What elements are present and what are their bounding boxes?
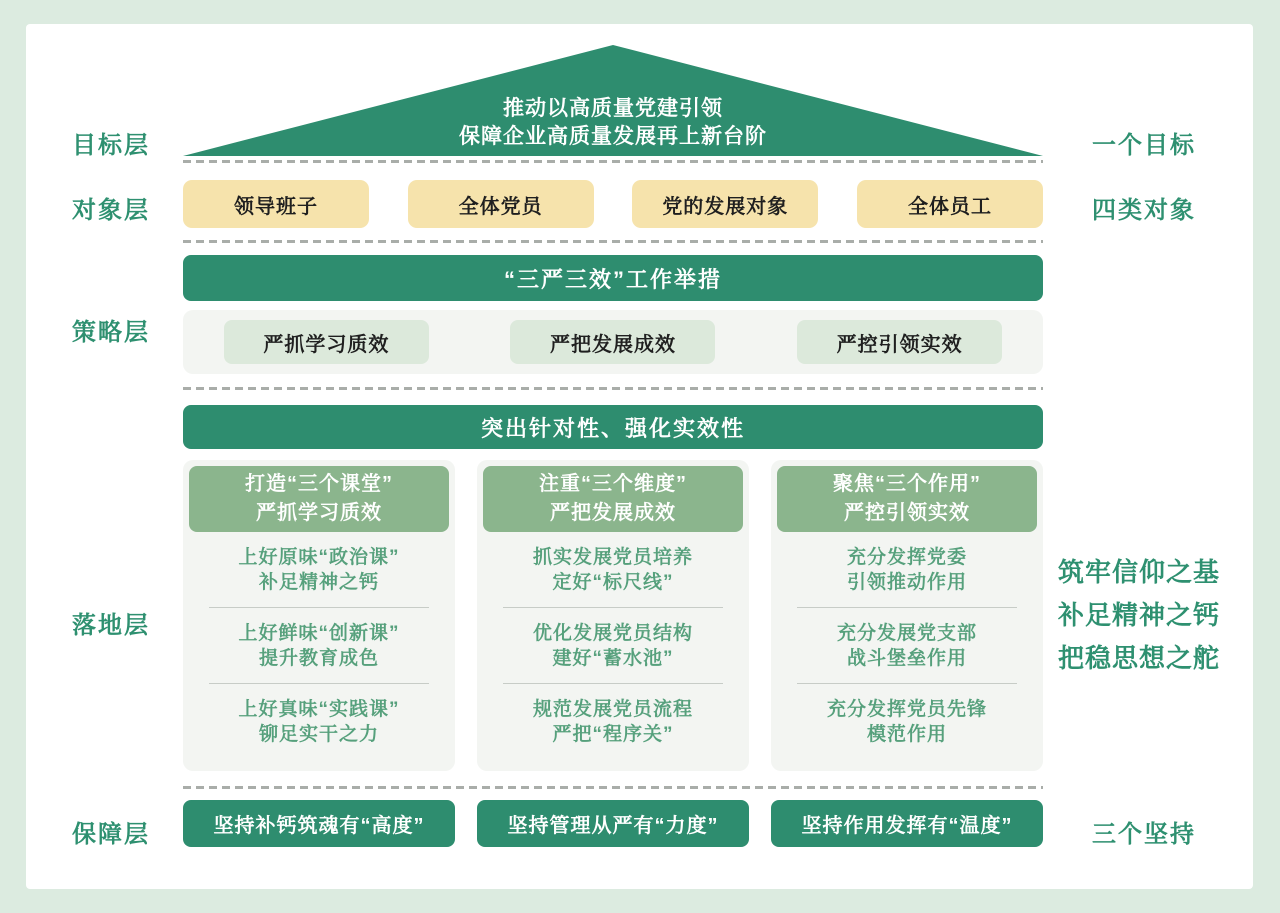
item-line: 定好“标尺线” [552, 571, 674, 593]
slogan-line: 筑牢信仰之基 [1058, 557, 1221, 587]
slogan-line: 补足精神之钙 [1058, 600, 1221, 630]
layer-label-strategy: 策略层 [72, 319, 150, 346]
item-line: 充分发展党支部 [836, 622, 977, 644]
column-item [777, 532, 1037, 607]
landing-column-roles [771, 460, 1043, 771]
strategy-box-development: 严把发展成效 [510, 320, 715, 364]
goal-title-line2: 保障企业高质量发展再上新台阶 [459, 125, 767, 148]
guarantee-button-strength: 坚持管理从严有“力度” [477, 800, 749, 847]
divider-goal-object [183, 160, 1043, 163]
column-header-line2: 严抓学习质效 [256, 502, 382, 524]
column-item [777, 608, 1037, 683]
layer-label-landing: 落地层 [72, 612, 150, 639]
item-line: 提升教育成色 [258, 647, 379, 669]
strategy-box-study: 严抓学习质效 [224, 320, 429, 364]
item-line: 上好原味“政治课” [238, 546, 400, 568]
column-header-line2: 严控引领实效 [844, 502, 970, 524]
column-item [189, 532, 449, 607]
item-line: 严把“程序关” [552, 723, 674, 745]
landing-header-bar: 突出针对性、强化实效性 [183, 405, 1043, 449]
column-item [777, 684, 1037, 759]
layer-label-goal: 目标层 [72, 132, 150, 159]
right-label-three-persist: 三个坚持 [1092, 821, 1196, 848]
divider-strategy-landing [183, 387, 1043, 390]
item-line: 补足精神之钙 [258, 571, 379, 593]
right-label-four-objects: 四类对象 [1092, 197, 1196, 224]
column-item [483, 684, 743, 759]
item-line: 上好真味“实践课” [238, 698, 400, 720]
divider-landing-guarantee [183, 786, 1043, 789]
guarantee-button-height: 坚持补钙筑魂有“高度” [183, 800, 455, 847]
object-box-all-staff: 全体员工 [857, 180, 1043, 228]
item-line: 充分发挥党委 [846, 546, 967, 568]
column-header-line1: 打造“三个课堂” [245, 473, 393, 495]
item-line: 引领推动作用 [846, 571, 967, 593]
column-header-line2: 严把发展成效 [550, 502, 676, 524]
layer-label-object: 对象层 [72, 197, 150, 224]
column-header-line1: 聚焦“三个作用” [833, 473, 981, 495]
strategy-header-bar: “三严三效”工作举措 [183, 255, 1043, 301]
object-box-development-targets: 党的发展对象 [632, 180, 818, 228]
goal-pyramid-roof [183, 45, 1043, 156]
column-header [777, 466, 1037, 532]
guarantee-button-warmth: 坚持作用发挥有“温度” [771, 800, 1043, 847]
column-header [483, 466, 743, 532]
column-header [189, 466, 449, 532]
item-line: 充分发挥党员先锋 [826, 698, 987, 720]
column-item [189, 608, 449, 683]
item-line: 规范发展党员流程 [532, 698, 693, 720]
layer-label-guarantee: 保障层 [72, 821, 150, 848]
right-label-one-goal: 一个目标 [1092, 132, 1196, 159]
object-box-all-members: 全体党员 [408, 180, 594, 228]
object-layer-row [183, 180, 1043, 228]
object-box-leadership: 领导班子 [183, 180, 369, 228]
slogan-line: 把稳思想之舵 [1058, 643, 1221, 673]
divider-object-strategy [183, 240, 1043, 243]
landing-columns [183, 460, 1043, 771]
goal-title [183, 95, 1043, 151]
guarantee-row [183, 800, 1043, 847]
item-line: 战斗堡垒作用 [846, 647, 967, 669]
strategy-box-guidance: 严控引领实效 [797, 320, 1002, 364]
right-label-landing-slogan [1058, 551, 1220, 680]
item-line: 模范作用 [866, 723, 947, 745]
landing-column-classrooms [183, 460, 455, 771]
column-item [483, 532, 743, 607]
column-item [189, 684, 449, 759]
item-line: 上好鲜味“创新课” [238, 622, 400, 644]
landing-column-dimensions [477, 460, 749, 771]
item-line: 建好“蓄水池” [552, 647, 674, 669]
item-line: 优化发展党员结构 [532, 622, 693, 644]
strategy-panel [183, 310, 1043, 374]
item-line: 铆足实干之力 [258, 723, 379, 745]
column-item [483, 608, 743, 683]
column-header-line1: 注重“三个维度” [539, 473, 687, 495]
item-line: 抓实发展党员培养 [532, 546, 693, 568]
goal-title-line1: 推动以高质量党建引领 [503, 97, 723, 120]
